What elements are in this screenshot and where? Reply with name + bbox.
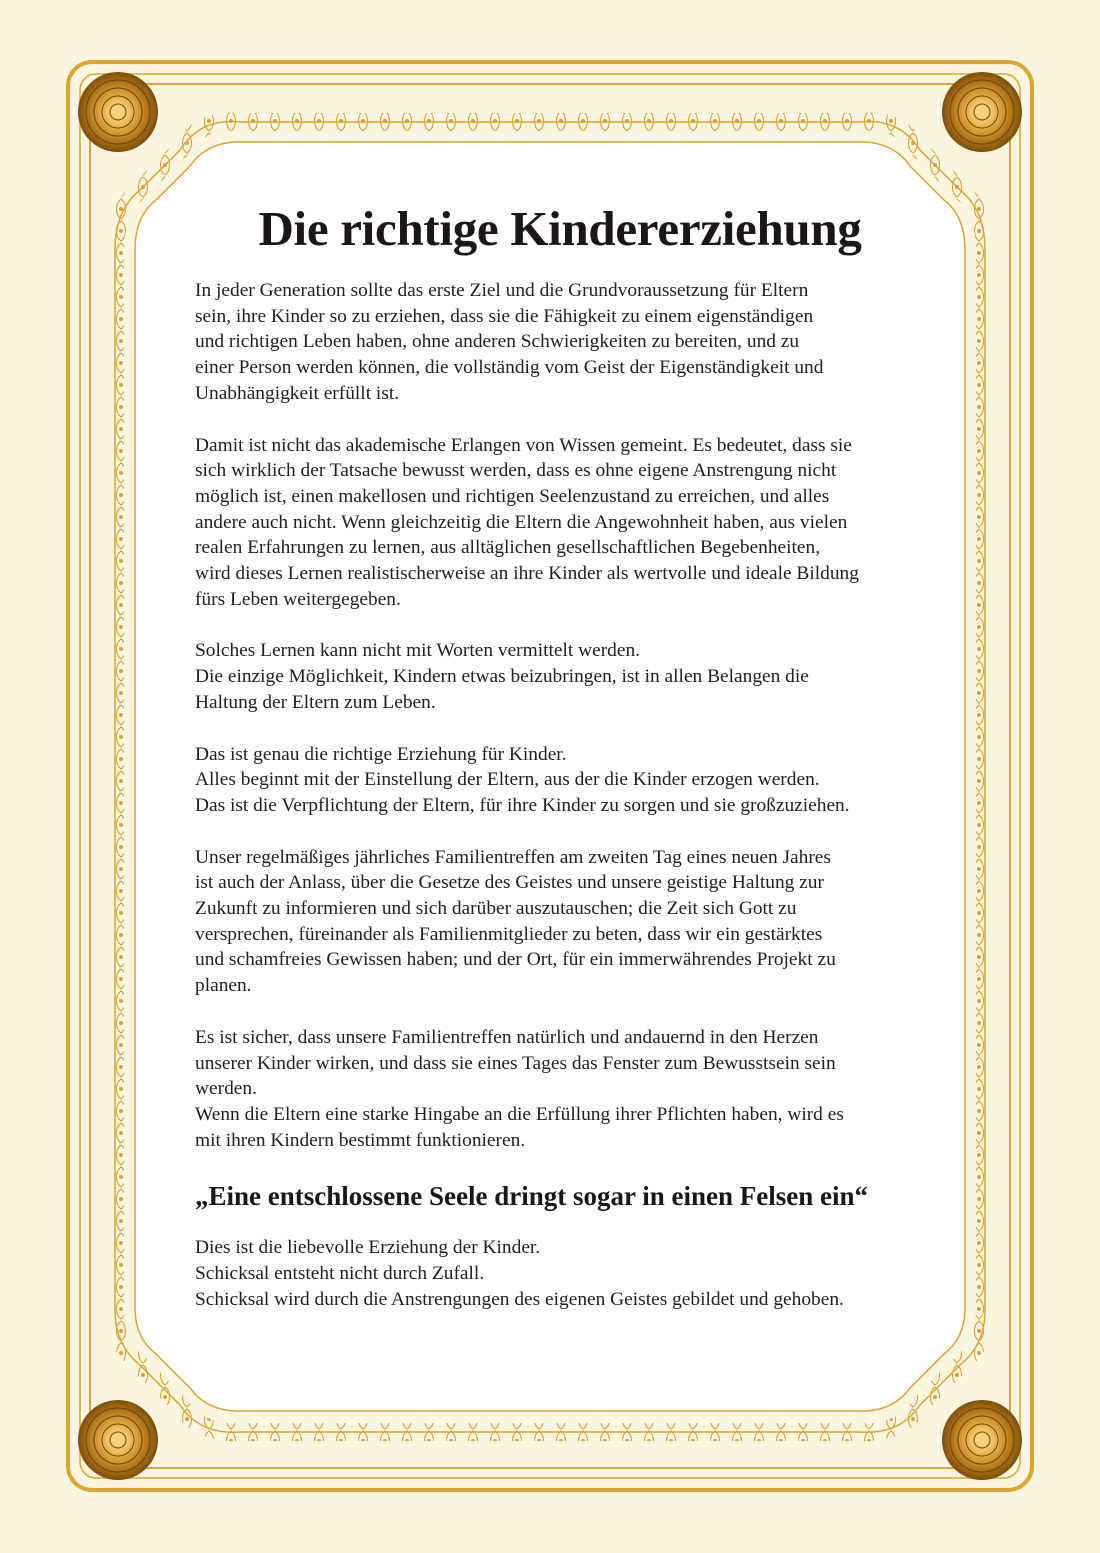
text-line: unserer Kinder wirken, und dass sie eines Tages das Fenster zum Bewusstsein sein bbox=[195, 1052, 836, 1074]
paragraph bbox=[195, 278, 925, 407]
text-line: und richtigen Leben haben, ohne anderen Schwierigkeiten zu bereiten, und zu bbox=[195, 331, 800, 353]
text-line: versprechen, füreinander als Familienmitglieder zu beten, dass wir ein gestärktes bbox=[195, 923, 823, 945]
text-line: mit ihren Kindern bestimmt funktionieren. bbox=[195, 1129, 526, 1151]
text-line: Dies ist die liebevolle Erziehung der Kinder. bbox=[195, 1237, 541, 1259]
text-line: ist auch der Anlass, über die Gesetze des Geistes und unsere geistige Haltung zur bbox=[195, 872, 824, 894]
text-line: Die einzige Möglichkeit, Kindern etwas beizubringen, ist in allen Belangen die bbox=[195, 666, 809, 688]
text-line: Haltung der Eltern zum Leben. bbox=[195, 691, 436, 713]
text-line: In jeder Generation sollte das erste Ziel und die Grundvoraussetzung für Eltern bbox=[195, 280, 809, 301]
text-line: Schicksal entsteht nicht durch Zufall. bbox=[195, 1263, 485, 1285]
paragraph bbox=[195, 1025, 925, 1154]
text-line: sein, ihre Kinder so zu erziehen, dass sie die Fähigkeit zu einem eigenständigen bbox=[195, 305, 814, 327]
text-line: einer Person werden können, die vollständig vom Geist der Eigenständigkeit und bbox=[195, 357, 824, 379]
document-body bbox=[195, 198, 925, 1313]
text-line: Damit ist nicht das akademische Erlangen von Wissen gemeint. Es bedeutet, dass sie bbox=[195, 434, 852, 456]
text-line: Das ist die Verpflichtung der Eltern, für ihre Kinder zu sorgen und sie großzuziehen. bbox=[195, 794, 850, 816]
text-line: möglich ist, einen makellosen und richtigen Seelenzustand zu erreichen, und alles bbox=[195, 485, 830, 507]
quote-heading: „Eine entschlossene Seele dringt sogar in einen Felsen ein“ bbox=[195, 1181, 868, 1212]
text-line: realen Erfahrungen zu lernen, aus alltäglichen gesellschaftlichen Begebenheiten, bbox=[195, 537, 821, 559]
closing-paragraph bbox=[195, 1235, 925, 1312]
text-line: Unabhängigkeit erfüllt ist. bbox=[195, 382, 400, 404]
paragraph bbox=[195, 845, 925, 999]
gold-rosette-icon bbox=[942, 1400, 1022, 1480]
page-title: Die richtige Kindererziehung bbox=[258, 201, 862, 256]
text-line: und schamfreies Gewissen haben; und der Ort, für ein immerwährendes Projekt zu bbox=[195, 949, 836, 971]
gold-rosette-icon bbox=[78, 1400, 158, 1480]
text-line: Alles beginnt mit der Einstellung der Eltern, aus der die Kinder erzogen werden. bbox=[195, 769, 820, 791]
text-line: Zukunft zu informieren und sich darüber auszutauschen; die Zeit sich Gott zu bbox=[195, 898, 797, 920]
gold-rosette-icon bbox=[78, 72, 158, 152]
text-line: Unser regelmäßiges jährliches Familientreffen am zweiten Tag eines neuen Jahres bbox=[195, 846, 831, 868]
text-line: Schicksal wird durch die Anstrengungen des eigenen Geistes gebildet und gehoben. bbox=[195, 1288, 844, 1310]
text-line: werden. bbox=[195, 1078, 257, 1100]
text-line: Es ist sicher, dass unsere Familientreffen natürlich und andauernd in den Herzen bbox=[195, 1026, 819, 1048]
text-line: planen. bbox=[195, 975, 252, 997]
text-line: Solches Lernen kann nicht mit Worten vermittelt werden. bbox=[195, 640, 641, 662]
text-line: sich wirklich der Tatsache bewusst werden, dass es ohne eigene Anstrengung nicht bbox=[195, 460, 837, 482]
text-line: Das ist genau die richtige Erziehung für Kinder. bbox=[195, 743, 567, 765]
gold-rosette-icon bbox=[942, 72, 1022, 152]
text-line: fürs Leben weitergegeben. bbox=[195, 588, 401, 610]
paragraph bbox=[195, 433, 925, 613]
paragraph bbox=[195, 742, 925, 819]
text-line: wird dieses Lernen realistischerweise an ihre Kinder als wertvolle und ideale Bildung bbox=[195, 563, 859, 585]
paragraph bbox=[195, 638, 925, 715]
text-line: andere auch nicht. Wenn gleichzeitig die Eltern die Angewohnheit haben, aus vielen bbox=[195, 511, 848, 533]
text-line: Wenn die Eltern eine starke Hingabe an die Erfüllung ihrer Pflichten haben, wird es bbox=[195, 1103, 844, 1125]
